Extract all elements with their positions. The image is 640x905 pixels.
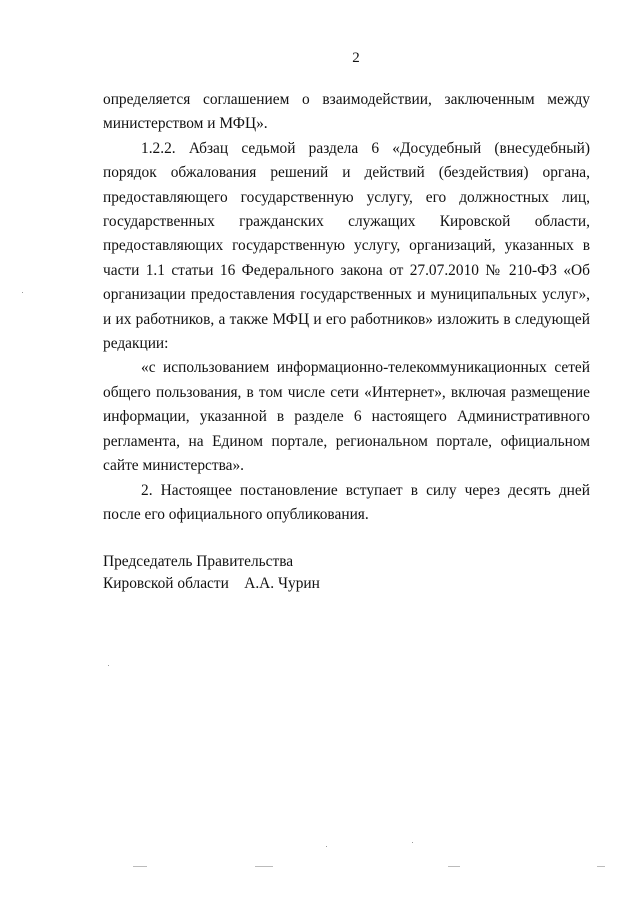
- scan-speck: [597, 866, 605, 867]
- paragraph-new-wording: «с использованием информационно-телекоммуникационных сетей общего пользования, в том числе сети «Интернет», включая размещение информации, указанной в разделе 6 настоящего Административного регламента, на Едином портале, региональном портале, официальном сайте министерства».: [103, 359, 590, 475]
- signature-block: [103, 551, 320, 595]
- signature-region: Кировской области: [103, 575, 229, 592]
- paragraph-effective-date: 2. Настоящее постановление вступает в силу через десять дней после его официального опубликования.: [103, 481, 590, 523]
- scan-speck: [22, 292, 23, 293]
- paragraph-continuation: определяется соглашением о взаимодействии, заключенным между министерством и МФЦ».: [103, 91, 590, 133]
- signature-region-name-line: [103, 573, 320, 595]
- signature-title: Председатель Правительства: [103, 553, 294, 570]
- scan-speck: [448, 866, 460, 867]
- scan-speck: [108, 665, 109, 666]
- scan-speck: [326, 846, 327, 847]
- scan-speck: [412, 842, 413, 843]
- scan-speck: [133, 866, 147, 867]
- paragraph-amendment: 1.2.2. Абзац седьмой раздела 6 «Досудебный (внесудебный) порядок обжалования решений и действий (бездействия) органа, предоставляющего государственную услугу, его должностных лиц, государственных гражданских служащих Кировской области, предоставляющих государственную услугу, организаций, указанных в части 1.1 статьи 16 Федерального закона от 27.07.2010 № 210-ФЗ «Об организации предоставления государственных и муниципальных услуг», и их работников, а также МФЦ и его работников» изложить в следующей редакции:: [103, 139, 590, 353]
- scan-speck: [255, 866, 273, 867]
- page-number: 2: [352, 50, 360, 66]
- signature-name: А.А. Чурин: [244, 575, 320, 592]
- document-body: [103, 88, 590, 527]
